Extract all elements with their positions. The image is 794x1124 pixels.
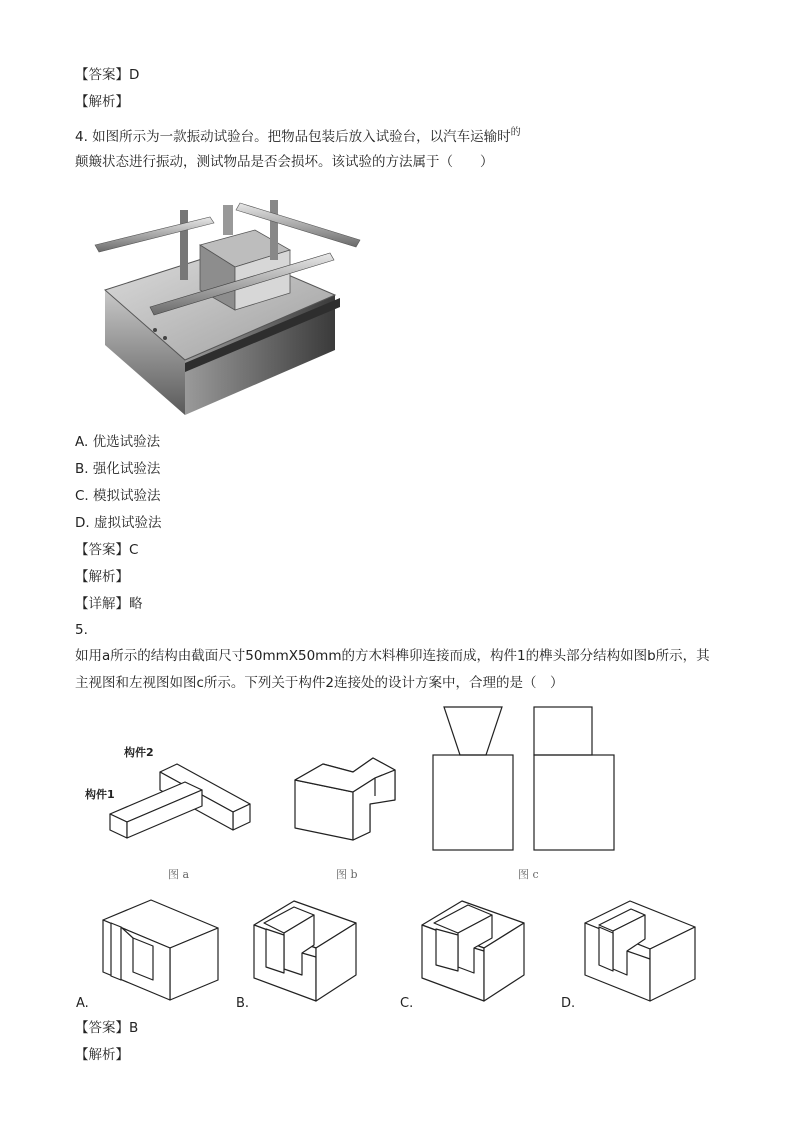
q4-option-a: A. 优选试验法	[75, 434, 161, 450]
q4-analysis: 【解析】	[75, 569, 129, 585]
prev-answer: 【答案】D	[75, 67, 140, 83]
vibration-table-photo	[90, 195, 370, 420]
q4-stem-sup: 的	[510, 127, 521, 138]
option-b-diagram	[254, 893, 359, 1003]
q5-stem-line1: 如用a所示的结构由截面尺寸50mmX50mm的方木料榫卯连接而成，构件1的榫头部分结构如图b所示，其	[75, 648, 710, 664]
q4-option-d: D. 虚拟试验法	[75, 515, 162, 531]
q4-answer: 【答案】C	[75, 542, 139, 558]
q4-option-c: C. 模拟试验法	[75, 488, 161, 504]
figure-b-caption: 图 b	[336, 868, 358, 881]
q5-answer: 【答案】B	[75, 1020, 139, 1036]
figure-a-caption: 图 a	[168, 868, 190, 881]
option-c-label: C.	[400, 996, 414, 1011]
q5-stem-line2: 主视图和左视图如图c所示。下列关于构件2连接处的设计方案中，合理的是（ ）	[75, 675, 564, 691]
option-b-label: B.	[236, 996, 250, 1011]
q4-option-b: B. 强化试验法	[75, 461, 161, 477]
option-d-label: D.	[561, 996, 576, 1011]
option-d-diagram	[585, 893, 700, 1005]
q5-number: 5.	[75, 622, 88, 638]
q4-detail: 【详解】略	[75, 596, 143, 612]
figure-b-diagram	[295, 752, 415, 844]
figure-a-diagram	[105, 752, 255, 842]
figure-a-label-member2: 构件2	[124, 746, 154, 759]
q4-stem-line2: 颠簸状态进行振动，测试物品是否会损坏。该试验的方法属于（ ）	[75, 154, 494, 170]
figure-c-diagram	[430, 705, 615, 853]
figure-c-caption: 图 c	[518, 868, 539, 881]
q4-stem-line1: 4. 如图所示为一款振动试验台。把物品包装后放入试验台，以汽车运输时$^的$	[75, 127, 521, 145]
option-a-diagram	[103, 898, 221, 1003]
option-a-label: A.	[76, 996, 89, 1011]
option-c-diagram	[422, 893, 527, 1003]
figure-a-label-member1: 构件1	[85, 788, 115, 801]
q5-analysis: 【解析】	[75, 1047, 129, 1063]
prev-analysis: 【解析】	[75, 94, 129, 110]
